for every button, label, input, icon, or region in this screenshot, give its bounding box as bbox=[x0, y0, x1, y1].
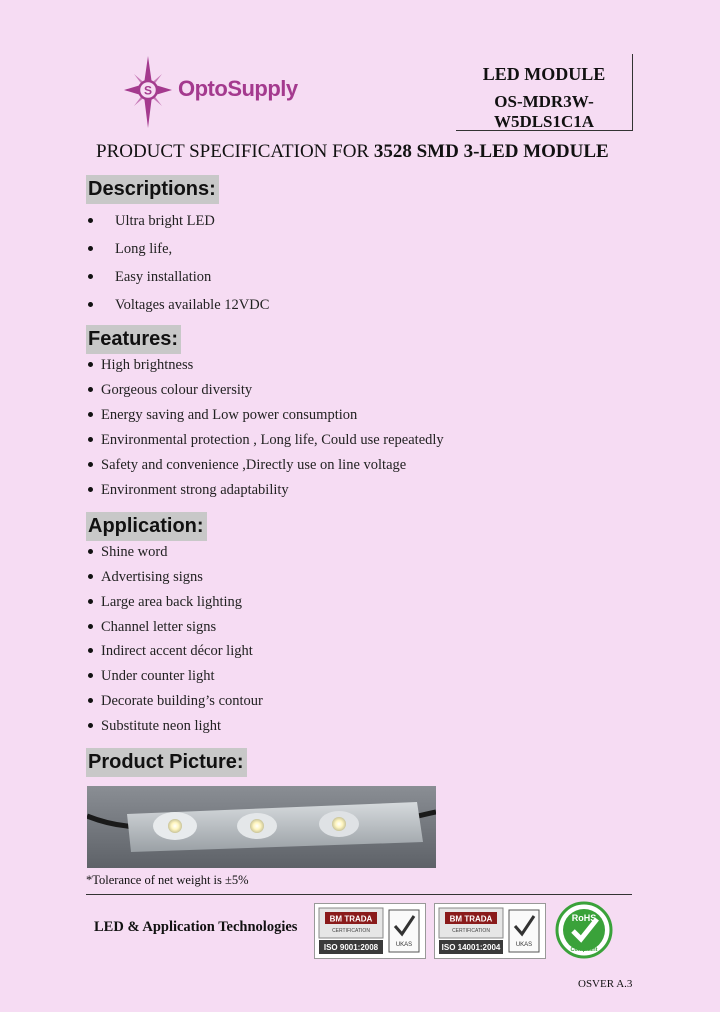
list-item: Environmental protection , Long life, Could use repeatedly bbox=[88, 432, 444, 449]
optosupply-logo-icon bbox=[124, 56, 172, 128]
list-item: Large area back lighting bbox=[88, 594, 242, 611]
cert2-mark: UKAS bbox=[515, 942, 533, 948]
bullet-icon bbox=[88, 218, 93, 223]
cert1-brand: BM TRADA bbox=[329, 914, 373, 924]
part-number-line1: OS-MDR3W- bbox=[494, 92, 594, 111]
document-type: LED MODULE bbox=[482, 64, 606, 84]
part-number-line2: W5DLS1C1A bbox=[493, 112, 595, 131]
bullet-icon bbox=[88, 698, 93, 703]
brand-name: OptoSupply bbox=[178, 76, 298, 101]
page-title bbox=[96, 141, 609, 163]
certificate-icon bbox=[435, 904, 545, 958]
list-item: Under counter light bbox=[88, 668, 215, 685]
list-item: Easy installation bbox=[88, 269, 211, 286]
list-item: Indirect accent décor light bbox=[88, 643, 253, 660]
bullet-icon bbox=[88, 437, 93, 442]
cert2-brand: BM TRADA bbox=[449, 914, 493, 924]
bullet-icon bbox=[88, 648, 93, 653]
cert1-sub: CERTIFICATION bbox=[332, 928, 370, 934]
rohs-sub: Compliant bbox=[570, 947, 598, 953]
product-picture-heading: Product Picture: bbox=[86, 748, 247, 777]
list-item: Channel letter signs bbox=[88, 619, 216, 636]
iso14001-certificate-badge bbox=[434, 903, 546, 959]
header-divider-vertical bbox=[632, 54, 633, 130]
bullet-icon bbox=[88, 412, 93, 417]
list-item: Long life, bbox=[88, 241, 172, 258]
bullet-icon bbox=[88, 274, 93, 279]
list-item: Energy saving and Low power consumption bbox=[88, 407, 357, 424]
bullet-icon bbox=[88, 246, 93, 251]
list-item: Advertising signs bbox=[88, 569, 203, 586]
footer-company: LED & Application Technologies bbox=[94, 919, 298, 935]
bullet-icon bbox=[88, 599, 93, 604]
cert1-mark: UKAS bbox=[395, 942, 413, 948]
rohs-label: RoHS bbox=[571, 913, 597, 923]
list-item: Decorate building’s contour bbox=[88, 693, 263, 710]
list-item: Ultra bright LED bbox=[88, 213, 215, 230]
list-item: Voltages available 12VDC bbox=[88, 297, 269, 314]
title-prefix: PRODUCT SPECIFICATION FOR bbox=[96, 141, 374, 162]
list-item: Substitute neon light bbox=[88, 718, 221, 735]
cert2-standard: ISO 14001:2004 bbox=[441, 943, 501, 952]
title-product: 3528 SMD 3-LED MODULE bbox=[373, 141, 609, 162]
list-item: High brightness bbox=[88, 357, 193, 374]
features-heading: Features: bbox=[86, 325, 181, 354]
certificate-icon bbox=[315, 904, 425, 958]
document-version: OSVER A.3 bbox=[578, 978, 633, 990]
led-module-photo bbox=[87, 786, 436, 868]
tolerance-note: *Tolerance of net weight is ±5% bbox=[86, 873, 249, 887]
descriptions-heading: Descriptions: bbox=[86, 175, 219, 204]
bullet-icon bbox=[88, 302, 93, 307]
bullet-icon bbox=[88, 387, 93, 392]
iso9001-certificate-badge bbox=[314, 903, 426, 959]
svg-text:S: S bbox=[143, 83, 153, 98]
rohs-compliant-icon bbox=[555, 901, 613, 959]
bullet-icon bbox=[88, 487, 93, 492]
bullet-icon bbox=[88, 549, 93, 554]
part-number bbox=[456, 92, 632, 132]
list-item: Safety and convenience ,Directly use on line voltage bbox=[88, 457, 406, 474]
cert2-sub: CERTIFICATION bbox=[452, 928, 490, 934]
cert1-standard: ISO 9001:2008 bbox=[323, 943, 379, 952]
bullet-icon bbox=[88, 723, 93, 728]
list-item: Environment strong adaptability bbox=[88, 482, 289, 499]
footer-divider bbox=[86, 894, 632, 895]
list-item: Shine word bbox=[88, 544, 167, 561]
bullet-icon bbox=[88, 362, 93, 367]
bullet-icon bbox=[88, 673, 93, 678]
list-item: Gorgeous colour diversity bbox=[88, 382, 252, 399]
bullet-icon bbox=[88, 462, 93, 467]
bullet-icon bbox=[88, 574, 93, 579]
bullet-icon bbox=[88, 624, 93, 629]
application-heading: Application: bbox=[86, 512, 207, 541]
